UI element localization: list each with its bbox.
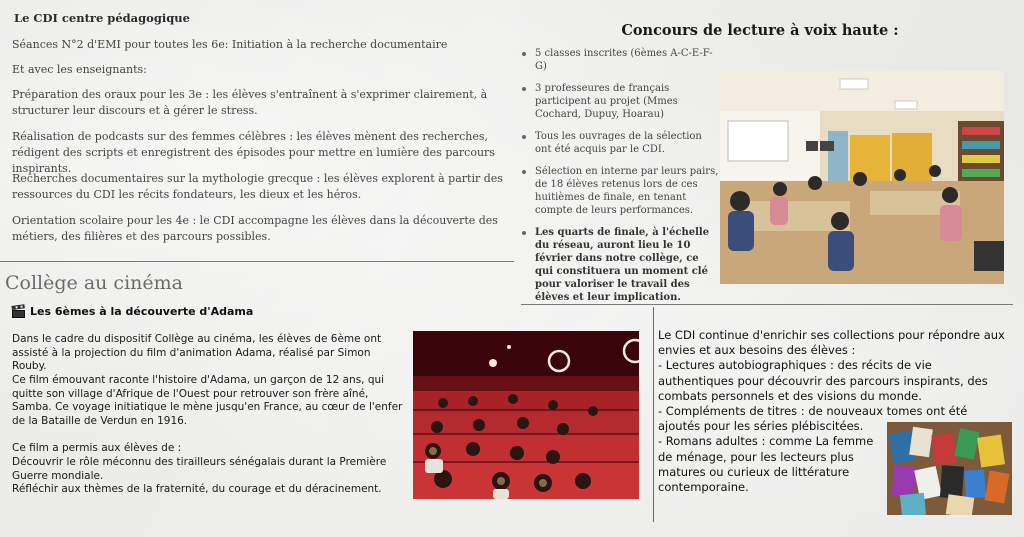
concours-list [520, 47, 720, 313]
cinema-goals-intro: Ce film a permis aux élèves de : [12, 442, 182, 454]
collections-item-series: - Compléments de titres : de nouveaux tomes ont été ajoutés pour les séries plébiscitées. [658, 404, 968, 434]
vertical-divider [653, 307, 654, 522]
collections-item-autobio: - Lectures autobiographiques : des récits de vie authentiques pour découvrir des parcours inspirants, des combats personnels et des visions du monde. [658, 358, 988, 403]
list-item: Sélection en interne par leurs pairs, de 18 élèves retenus lors de ces huitièmes de finale, en tenant compte de leurs performances. [520, 165, 720, 217]
cdi-title: Le CDI centre pédagogique [14, 11, 190, 25]
cinema-story: Ce film émouvant raconte l'histoire d'Adama, un garçon de 12 ans, qui quitte son village d'Afrique de l'Ouest pour retrouver son frère aîné, Samba. Ce voyage initiatique le mène jusqu'en France, au cœur de l'enfer de la Bataille de Verdun en 1916. [12, 374, 403, 427]
cinema-goal-2: Réfléchir aux thèmes de la fraternité, du courage et du déracinement. [12, 483, 382, 495]
divider-right [521, 304, 1013, 305]
orientation-paragraph: Orientation scolaire pour les 4e : le CDI accompagne les élèves dans la découverte des métiers, des filières et des parcours possibles. [12, 214, 498, 243]
cinema-photo [413, 331, 639, 499]
books-photo [887, 422, 1012, 515]
adama-subtitle [12, 305, 253, 318]
collections-item-adult: - Romans adultes : comme La femme de ménage, pour les lecteurs plus matures ou curieux de littérature contemporaine. [658, 434, 874, 495]
cinema-intro: Dans le cadre du dispositif Collège au cinéma, les élèves de 6ème ont assisté à la projection du film d'animation Adama, réalisé par Simon Rouby. [12, 333, 382, 372]
collections-intro: Le CDI continue d'enrichir ses collections pour répondre aux envies et aux besoins des élèves : [658, 328, 1005, 358]
adama-subtitle-text: Les 6èmes à la découverte d'Adama [30, 305, 254, 318]
divider-left [0, 261, 514, 262]
orals-paragraph: Préparation des oraux pour les 3e : les élèves s'entraînent à s'exprimer clairement, à structurer leur discours et à gérer le stress. [12, 88, 488, 117]
classroom-photo [720, 71, 1004, 284]
emi-paragraph: Séances N°2 d'EMI pour toutes les 6e: Initiation à la recherche documentaire [12, 38, 448, 51]
concours-title: Concours de lecture à voix haute : [621, 22, 899, 39]
list-item: Tous les ouvrages de la sélection ont été acquis par le CDI. [520, 130, 720, 156]
clapperboard-icon [12, 306, 25, 318]
teachers-intro: Et avec les enseignants: [12, 63, 147, 76]
cinema-section-title: Collège au cinéma [5, 272, 183, 294]
list-item: Les quarts de finale, à l'échelle du réseau, auront lieu le 10 février dans notre collège, ce qui constituera un moment clé pour valoriser le travail des élèves et leur implication. [520, 226, 720, 304]
cinema-goal-1: Découvrir le rôle méconnu des tirailleurs sénégalais durant la Première Guerre mondiale. [12, 456, 387, 482]
podcasts-paragraph: Réalisation de podcasts sur des femmes célèbres : les élèves mènent des recherches, rédigent des scripts et enregistrent des épisodes pour mettre en lumière des parcours inspirants. [12, 130, 495, 175]
list-item: 3 professeures de français participent au projet (Mmes Cochard, Dupuy, Hoarau) [520, 82, 720, 121]
mythology-paragraph: Recherches documentaires sur la mythologie grecque : les élèves explorent à partir des ressources du CDI les récits fondateurs, les dieux et les héros. [12, 172, 503, 201]
list-item: 5 classes inscrites (6èmes A-C-E-F-G) [520, 47, 720, 73]
